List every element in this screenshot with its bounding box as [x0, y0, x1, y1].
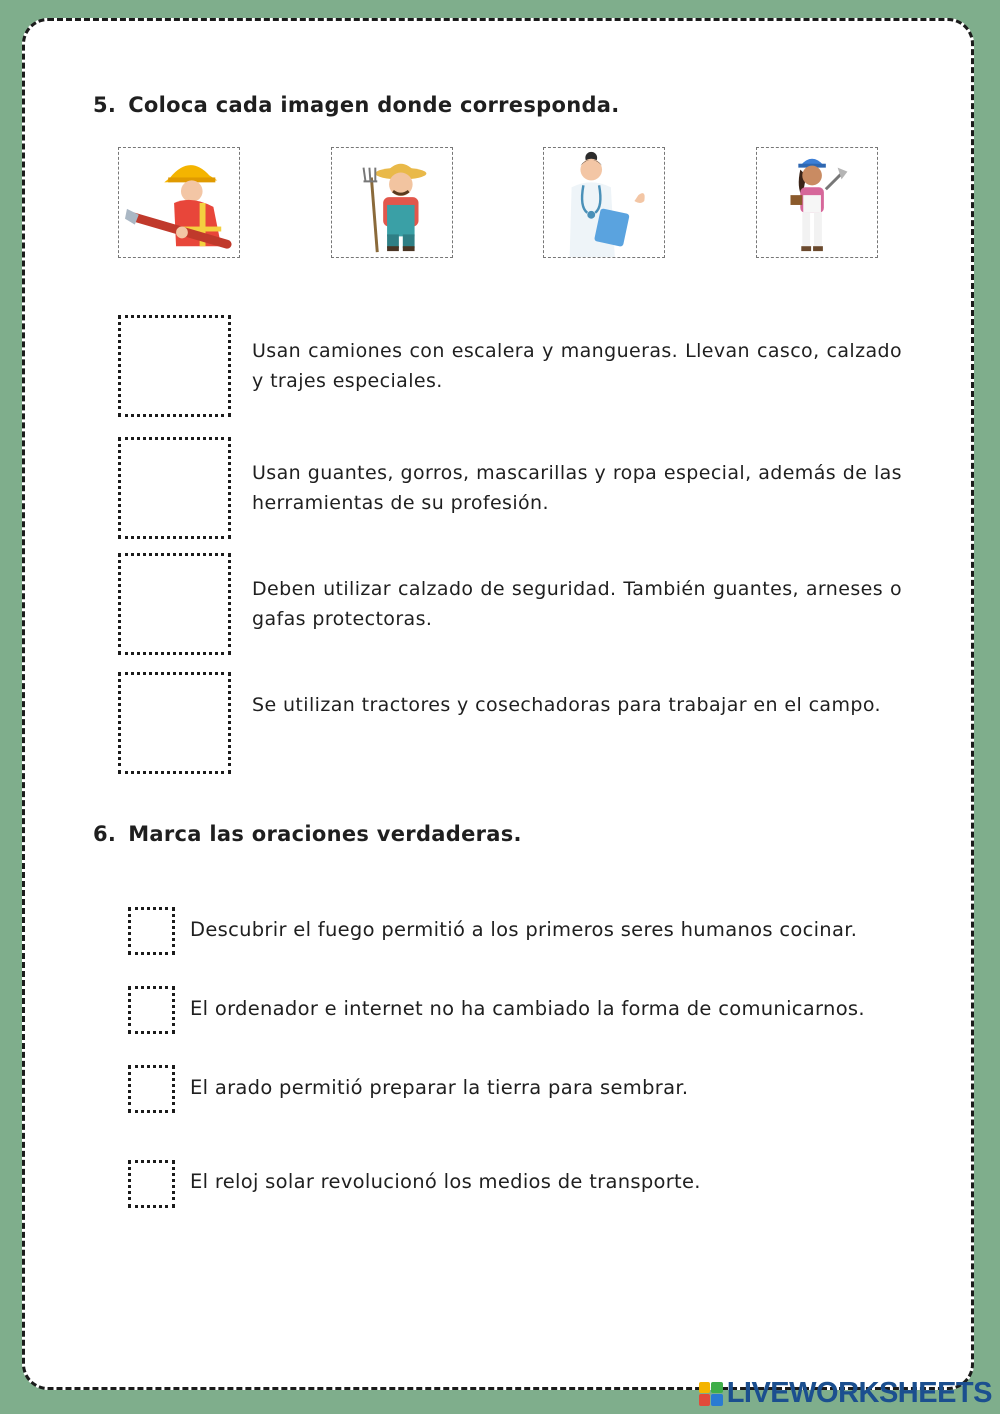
statement-4: El reloj solar revolucionó los medios de transporte.: [190, 1170, 701, 1193]
statement-checkbox-2[interactable]: [128, 986, 175, 1034]
exercise-6-title: Marca las oraciones verdaderas.: [128, 822, 522, 846]
drop-target-2[interactable]: [118, 437, 231, 539]
statement-1: Descubrir el fuego permitió a los primeros seres humanos cocinar.: [190, 918, 858, 941]
drop-target-4[interactable]: [118, 672, 231, 774]
drop-target-1[interactable]: [118, 315, 231, 417]
liveworksheets-wordmark: LIVEWORKSHEETS: [726, 1377, 992, 1409]
construction-worker-icon: [757, 148, 877, 257]
doctor-icon: [544, 148, 664, 257]
draggable-image-doctor[interactable]: [543, 147, 665, 258]
statement-checkbox-3[interactable]: [128, 1065, 175, 1113]
firefighter-icon: [119, 148, 239, 257]
draggable-image-farmer[interactable]: [331, 147, 453, 258]
description-1: Usan camiones con escalera y mangueras. Llevan casco, calzado y trajes especiales.: [252, 340, 902, 392]
farmer-icon: [332, 148, 452, 257]
exercise-5-heading: [93, 93, 620, 117]
draggable-image-construction-worker[interactable]: [756, 147, 878, 258]
statement-checkbox-4[interactable]: [128, 1160, 175, 1208]
liveworksheets-branding: [699, 1377, 992, 1410]
description-2: Usan guantes, gorros, mascarillas y ropa especial, además de las herramientas de su profesión.: [252, 462, 902, 514]
exercise-5-title: Coloca cada imagen donde corresponda.: [128, 93, 620, 117]
statement-3: El arado permitió preparar la tierra para sembrar.: [190, 1076, 689, 1099]
liveworksheets-logo-icon: [699, 1382, 723, 1406]
statement-checkbox-1[interactable]: [128, 907, 175, 955]
description-3: Deben utilizar calzado de seguridad. También guantes, arneses o gafas protectoras.: [252, 578, 902, 630]
draggable-image-firefighter[interactable]: [118, 147, 240, 258]
exercise-6-heading: [93, 822, 522, 846]
exercise-5-number: 5.: [93, 93, 117, 117]
description-4: Se utilizan tractores y cosechadoras para trabajar en el campo.: [252, 694, 881, 716]
exercise-6-number: 6.: [93, 822, 117, 846]
statement-2: El ordenador e internet no ha cambiado la forma de comunicarnos.: [190, 997, 865, 1020]
drop-target-3[interactable]: [118, 553, 231, 655]
